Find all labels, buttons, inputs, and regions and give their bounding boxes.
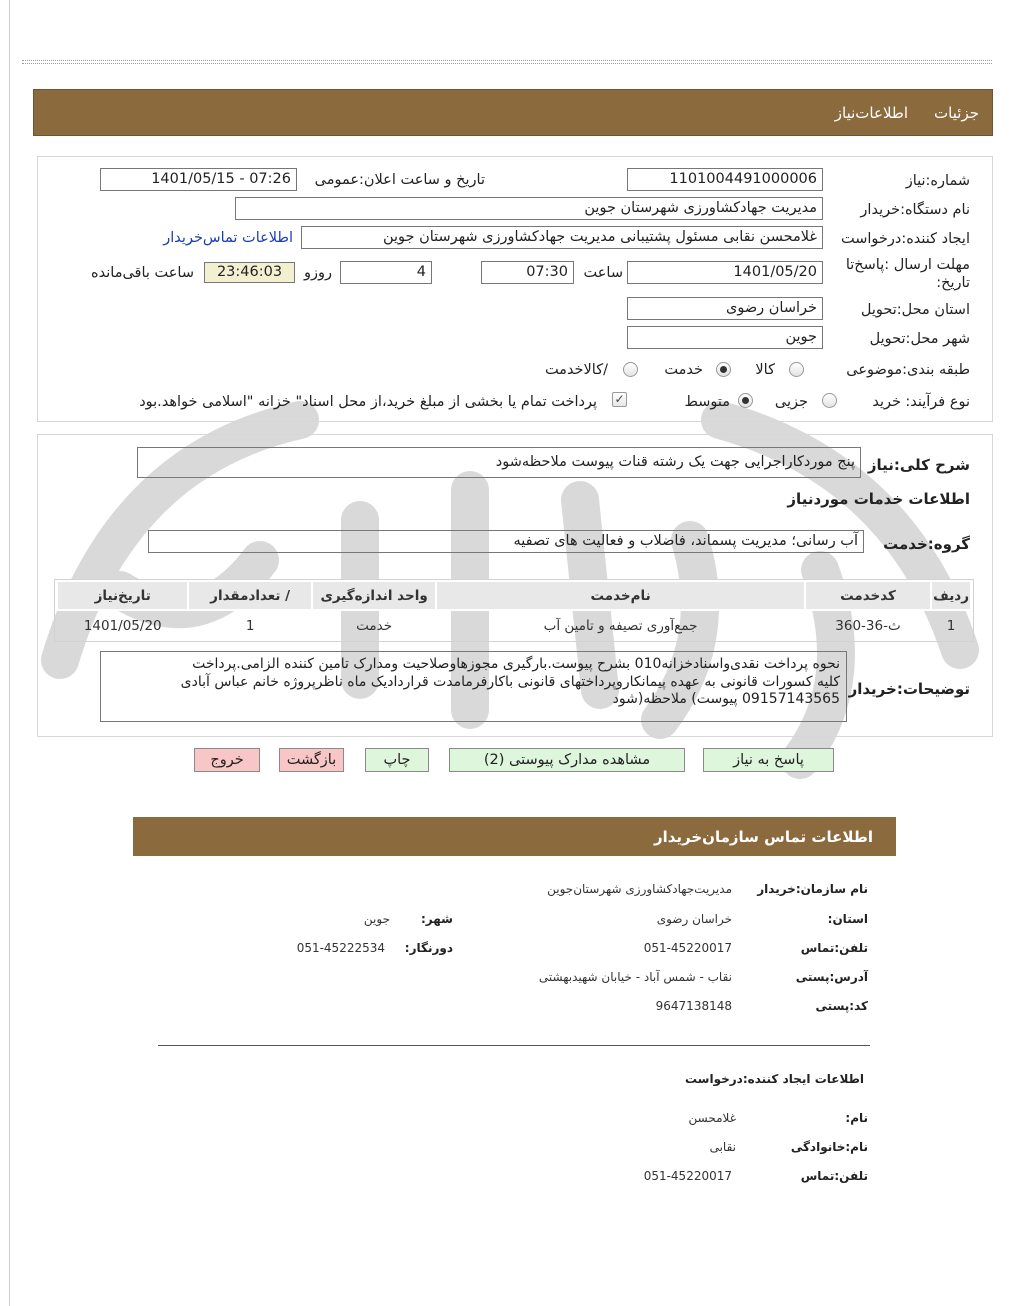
cell-quantity: 1 bbox=[245, 617, 255, 634]
buyer-contact-link[interactable]: اطلاعات تماس‌خریدار bbox=[163, 230, 293, 246]
process-option-medium: متوسط bbox=[684, 394, 730, 410]
creator-info-title: اطلاعات ایجاد کننده:درخواست bbox=[684, 1072, 864, 1086]
table-row bbox=[57, 610, 971, 640]
category-radio-goods[interactable] bbox=[789, 362, 804, 377]
process-label: نوع فرآیند: bbox=[905, 394, 970, 410]
contact-city-value: جوین bbox=[363, 912, 390, 926]
contact-address-value: نقاب - شمس آباد - خیابان شهیدبهشتی bbox=[538, 970, 732, 984]
services-table-header-row bbox=[57, 581, 971, 610]
contact-org-value: مدیریت‌جهادکشاورزی شهرستان‌جوین bbox=[547, 882, 732, 896]
creator-field: غلامحسن نقابی مسئول پشتیبانی مدیریت جهادکشاورزی شهرستان جوین bbox=[301, 226, 823, 249]
contact-province-value: خراسان رضوی bbox=[656, 912, 732, 926]
col-need-date: تاریخ‌نیاز bbox=[57, 581, 188, 610]
header-bar bbox=[33, 89, 993, 136]
service-group-field: آب رسانی؛ مدیریت پسماند، فاضلاب و فعالیت های تصفیه bbox=[148, 530, 864, 553]
buyer-notes-line: نحوه پرداخت نقدی‌واسنادخزانه010 بشرح پیوست.بارگیری مجوزهاوصلاحیت ومدارک تامین کننده الزامی.پرداخت bbox=[192, 656, 840, 672]
buyer-notes-label: توضیحات:خریدار bbox=[848, 680, 970, 698]
creator-phone-label: تلفن:تماس bbox=[800, 1169, 868, 1183]
contact-fax-label: دورنگار: bbox=[404, 941, 453, 955]
tab-details[interactable]: جزئیات bbox=[934, 104, 979, 122]
days-field: 4 bbox=[340, 261, 432, 284]
col-service-name: نام‌خدمت bbox=[436, 581, 805, 610]
creator-family-value: نقابی bbox=[709, 1140, 736, 1154]
contact-title-bar bbox=[133, 817, 896, 856]
process-option-minor: جزیی bbox=[774, 394, 808, 410]
deadline-label: مهلت ارسال :پاسخ‌تا تاریخ: bbox=[845, 257, 970, 291]
contact-province-label: استان: bbox=[827, 912, 868, 926]
contact-fax-value: 051-45222534 bbox=[296, 941, 385, 955]
province-field: خراسان رضوی bbox=[627, 297, 823, 320]
contact-city-label: شهر: bbox=[421, 912, 453, 926]
description-label: شرح کلی:نیاز bbox=[867, 456, 970, 474]
creator-name-label: نام: bbox=[845, 1111, 868, 1125]
contact-phone-label: تلفن:تماس bbox=[800, 941, 868, 955]
reply-button[interactable]: پاسخ به نیاز bbox=[703, 748, 834, 772]
contact-title: اطلاعات تماس سازمان‌خریدار bbox=[653, 828, 873, 846]
buyer-notes-line: 09157143565 پیوست) ملاحظه(شود bbox=[612, 691, 840, 707]
tab-need-info[interactable]: اطلاعات‌نیاز bbox=[834, 104, 908, 122]
buyer-org-field: مدیریت جهادکشاورزی شهرستان جوین bbox=[235, 197, 823, 220]
process-option-purchase: خرید bbox=[872, 394, 901, 410]
province-label: استان محل:تحویل bbox=[860, 302, 970, 318]
need-number-label: شماره:نیاز bbox=[905, 173, 970, 189]
cell-service-name: جمع‌آوری تصیفه و تامین آب bbox=[543, 617, 698, 634]
cell-row-number: 1 bbox=[946, 617, 956, 634]
col-row-number: ردیف bbox=[931, 581, 971, 610]
dotted-divider bbox=[22, 63, 992, 64]
col-unit: واحد اندازه‌گیری bbox=[312, 581, 436, 610]
cell-unit: خدمت bbox=[356, 617, 393, 634]
remaining-time-field: 23:46:03 bbox=[204, 262, 295, 283]
contact-phone-value: 051-45220017 bbox=[643, 941, 732, 955]
contact-postal-label: کد:پستی bbox=[815, 999, 868, 1013]
category-option-goods-service: /کالاخدمت bbox=[544, 362, 608, 378]
days-label: روزو bbox=[303, 265, 332, 281]
creator-phone-value: 051-45220017 bbox=[643, 1169, 732, 1183]
contact-divider bbox=[158, 1045, 870, 1046]
category-option-service: خدمت bbox=[664, 362, 703, 378]
contact-postal-value: 9647138148 bbox=[655, 999, 732, 1013]
creator-name-value: غلامحسن bbox=[688, 1111, 736, 1125]
category-label: طبقه بندی:موضوعی bbox=[846, 362, 970, 378]
back-button[interactable]: بازگشت bbox=[279, 748, 344, 772]
contact-address-label: آدرس:پستی bbox=[795, 970, 868, 984]
deadline-date-field: 1401/05/20 bbox=[627, 261, 823, 284]
buyer-notes-line: کلیه کسورات قانونی به عهده پیمانکاروپرداختهای قانونی باکارفرمامدت قراردادیک ماه ناظرپروژه خانم عباس آبادی bbox=[180, 673, 840, 690]
exit-button[interactable]: خروج bbox=[194, 748, 260, 772]
services-table bbox=[56, 580, 972, 640]
description-field: پنج موردکاراجرایی جهت یک رشته قنات پیوست ملاحظه‌شود bbox=[137, 447, 861, 478]
contact-org-label: نام سازمان:خریدار bbox=[757, 882, 868, 896]
col-service-code: کدخدمت bbox=[805, 581, 931, 610]
category-option-goods: کالا bbox=[755, 362, 775, 378]
deadline-time-label: ساعت bbox=[583, 265, 623, 281]
announce-field: 1401/05/15 - 07:26 bbox=[100, 168, 297, 191]
announce-label: تاریخ و ساعت اعلان:عمومی bbox=[314, 172, 485, 188]
category-radio-goods-service[interactable] bbox=[623, 362, 638, 377]
creator-family-label: نام:خانوادگی bbox=[790, 1140, 868, 1154]
print-button[interactable]: چاپ bbox=[365, 748, 429, 772]
creator-label: ایجاد کننده:درخواست bbox=[841, 231, 970, 247]
cell-service-code: ث-36-360 bbox=[835, 617, 901, 634]
cell-need-date: 1401/05/20 bbox=[83, 617, 162, 634]
treasury-payment-checkbox[interactable]: ✓ bbox=[612, 392, 627, 407]
view-attachments-button[interactable]: مشاهده مدارک پیوستی (2) bbox=[449, 748, 685, 772]
treasury-payment-note: پرداخت تمام یا بخشی از مبلغ خرید،از محل اسناد" خزانه "اسلامی خواهد.بود bbox=[139, 394, 597, 410]
city-field: جوین bbox=[627, 326, 823, 349]
process-radio-medium[interactable] bbox=[738, 393, 753, 408]
services-title: اطلاعات خدمات موردنیاز bbox=[787, 490, 970, 508]
remaining-label: ساعت باقی‌مانده bbox=[91, 265, 194, 281]
city-label: شهر محل:تحویل bbox=[869, 331, 970, 347]
deadline-time-field: 07:30 bbox=[481, 261, 574, 284]
dotted-divider bbox=[22, 60, 992, 61]
need-number-field: 1101004491000006 bbox=[627, 168, 823, 191]
col-quantity: / تعدادمقدار bbox=[188, 581, 311, 610]
buyer-org-label: نام دستگاه:خریدار bbox=[860, 202, 970, 218]
buyer-notes-field bbox=[100, 651, 847, 722]
page-left-border bbox=[9, 0, 10, 1306]
category-radio-service[interactable] bbox=[716, 362, 731, 377]
service-group-label: گروه:خدمت bbox=[883, 535, 970, 553]
process-radio-minor[interactable] bbox=[822, 393, 837, 408]
